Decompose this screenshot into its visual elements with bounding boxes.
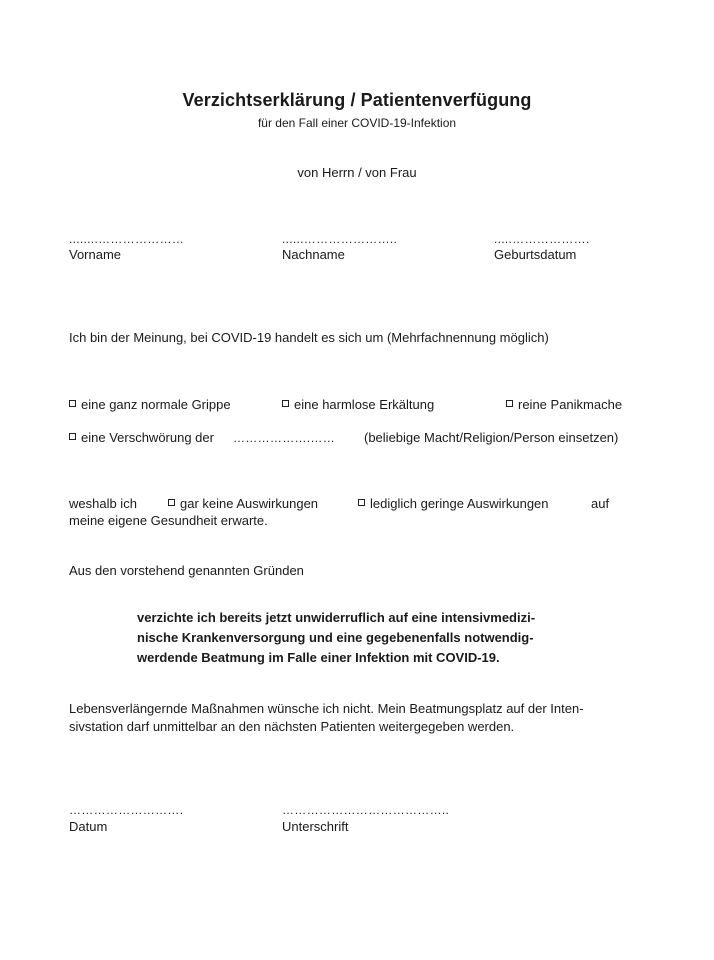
checkbox-icon[interactable] — [282, 400, 289, 407]
option-keine-auswirkungen-label: gar keine Auswirkungen — [180, 496, 319, 511]
option-verschwoerung-label: eine Verschwörung der — [81, 430, 214, 445]
option-erkaeltung-label: eine harmlose Erkältung — [294, 397, 435, 412]
final-paragraph — [69, 700, 669, 736]
datum-label: Datum — [69, 819, 108, 834]
von-herrn-frau-line: von Herrn / von Frau — [297, 165, 417, 180]
option-verschwoerung[interactable] — [69, 430, 214, 445]
checkbox-icon[interactable] — [506, 400, 513, 407]
verschwoerung-note: (beliebige Macht/Religion/Person einsetzen) — [364, 430, 619, 445]
effects-prefix: weshalb ich — [69, 496, 137, 511]
nachname-label: Nachname — [282, 247, 345, 262]
option-panikmache-label: reine Panikmache — [518, 397, 623, 412]
option-grippe-label: eine ganz normale Grippe — [81, 397, 231, 412]
effects-suffix: auf — [591, 496, 610, 511]
document-title: Verzichtserklärung / Patientenverfügung — [182, 90, 532, 110]
declaration-line: nische Krankenversorgung und eine gegebenenfalls notwendig- — [137, 630, 534, 645]
nachname-dots[interactable]: ......………………….. — [282, 232, 398, 246]
geburtsdatum-label: Geburtsdatum — [494, 247, 577, 262]
checkbox-icon[interactable] — [358, 499, 365, 506]
reasons-line: Aus den vorstehend genannten Gründen — [69, 563, 304, 578]
verschwoerung-dots[interactable]: ……………….…… — [233, 431, 336, 445]
declaration-block — [137, 608, 597, 668]
checkbox-icon[interactable] — [69, 400, 76, 407]
option-grippe[interactable] — [69, 397, 231, 412]
option-erkaeltung[interactable] — [282, 397, 434, 412]
checkbox-icon[interactable] — [168, 499, 175, 506]
checkbox-icon[interactable] — [69, 433, 76, 440]
option-geringe-auswirkungen[interactable] — [358, 496, 549, 511]
final-line: sivstation darf unmittelbar an den nächsten Patienten weitergegeben werden. — [69, 719, 515, 734]
vorname-label: Vorname — [69, 247, 122, 262]
geburtsdatum-dots[interactable]: .....………………. — [494, 232, 590, 246]
option-keine-auswirkungen[interactable] — [168, 496, 318, 511]
declaration-line: werdende Beatmung im Falle einer Infektion mit COVID-19. — [137, 650, 500, 665]
declaration-line: verzichte ich bereits jetzt unwiderruflich auf eine intensivmedizi- — [137, 610, 536, 625]
effects-line2: meine eigene Gesundheit erwarte. — [69, 513, 268, 528]
datum-dots[interactable]: ………………………. — [69, 803, 184, 817]
final-line: Lebensverlängernde Maßnahmen wünsche ich nicht. Mein Beatmungsplatz auf der Inten- — [69, 701, 584, 716]
unterschrift-label: Unterschrift — [282, 819, 349, 834]
option-panikmache[interactable] — [506, 397, 622, 412]
document-subtitle: für den Fall einer COVID-19-Infektion — [257, 116, 457, 130]
unterschrift-dots[interactable]: ………………………………….. — [282, 803, 450, 817]
opinion-intro: Ich bin der Meinung, bei COVID-19 handelt es sich um (Mehrfachnennung möglich) — [69, 330, 549, 345]
option-geringe-auswirkungen-label: lediglich geringe Auswirkungen — [370, 496, 549, 511]
vorname-dots[interactable]: ........………………… — [69, 232, 185, 246]
